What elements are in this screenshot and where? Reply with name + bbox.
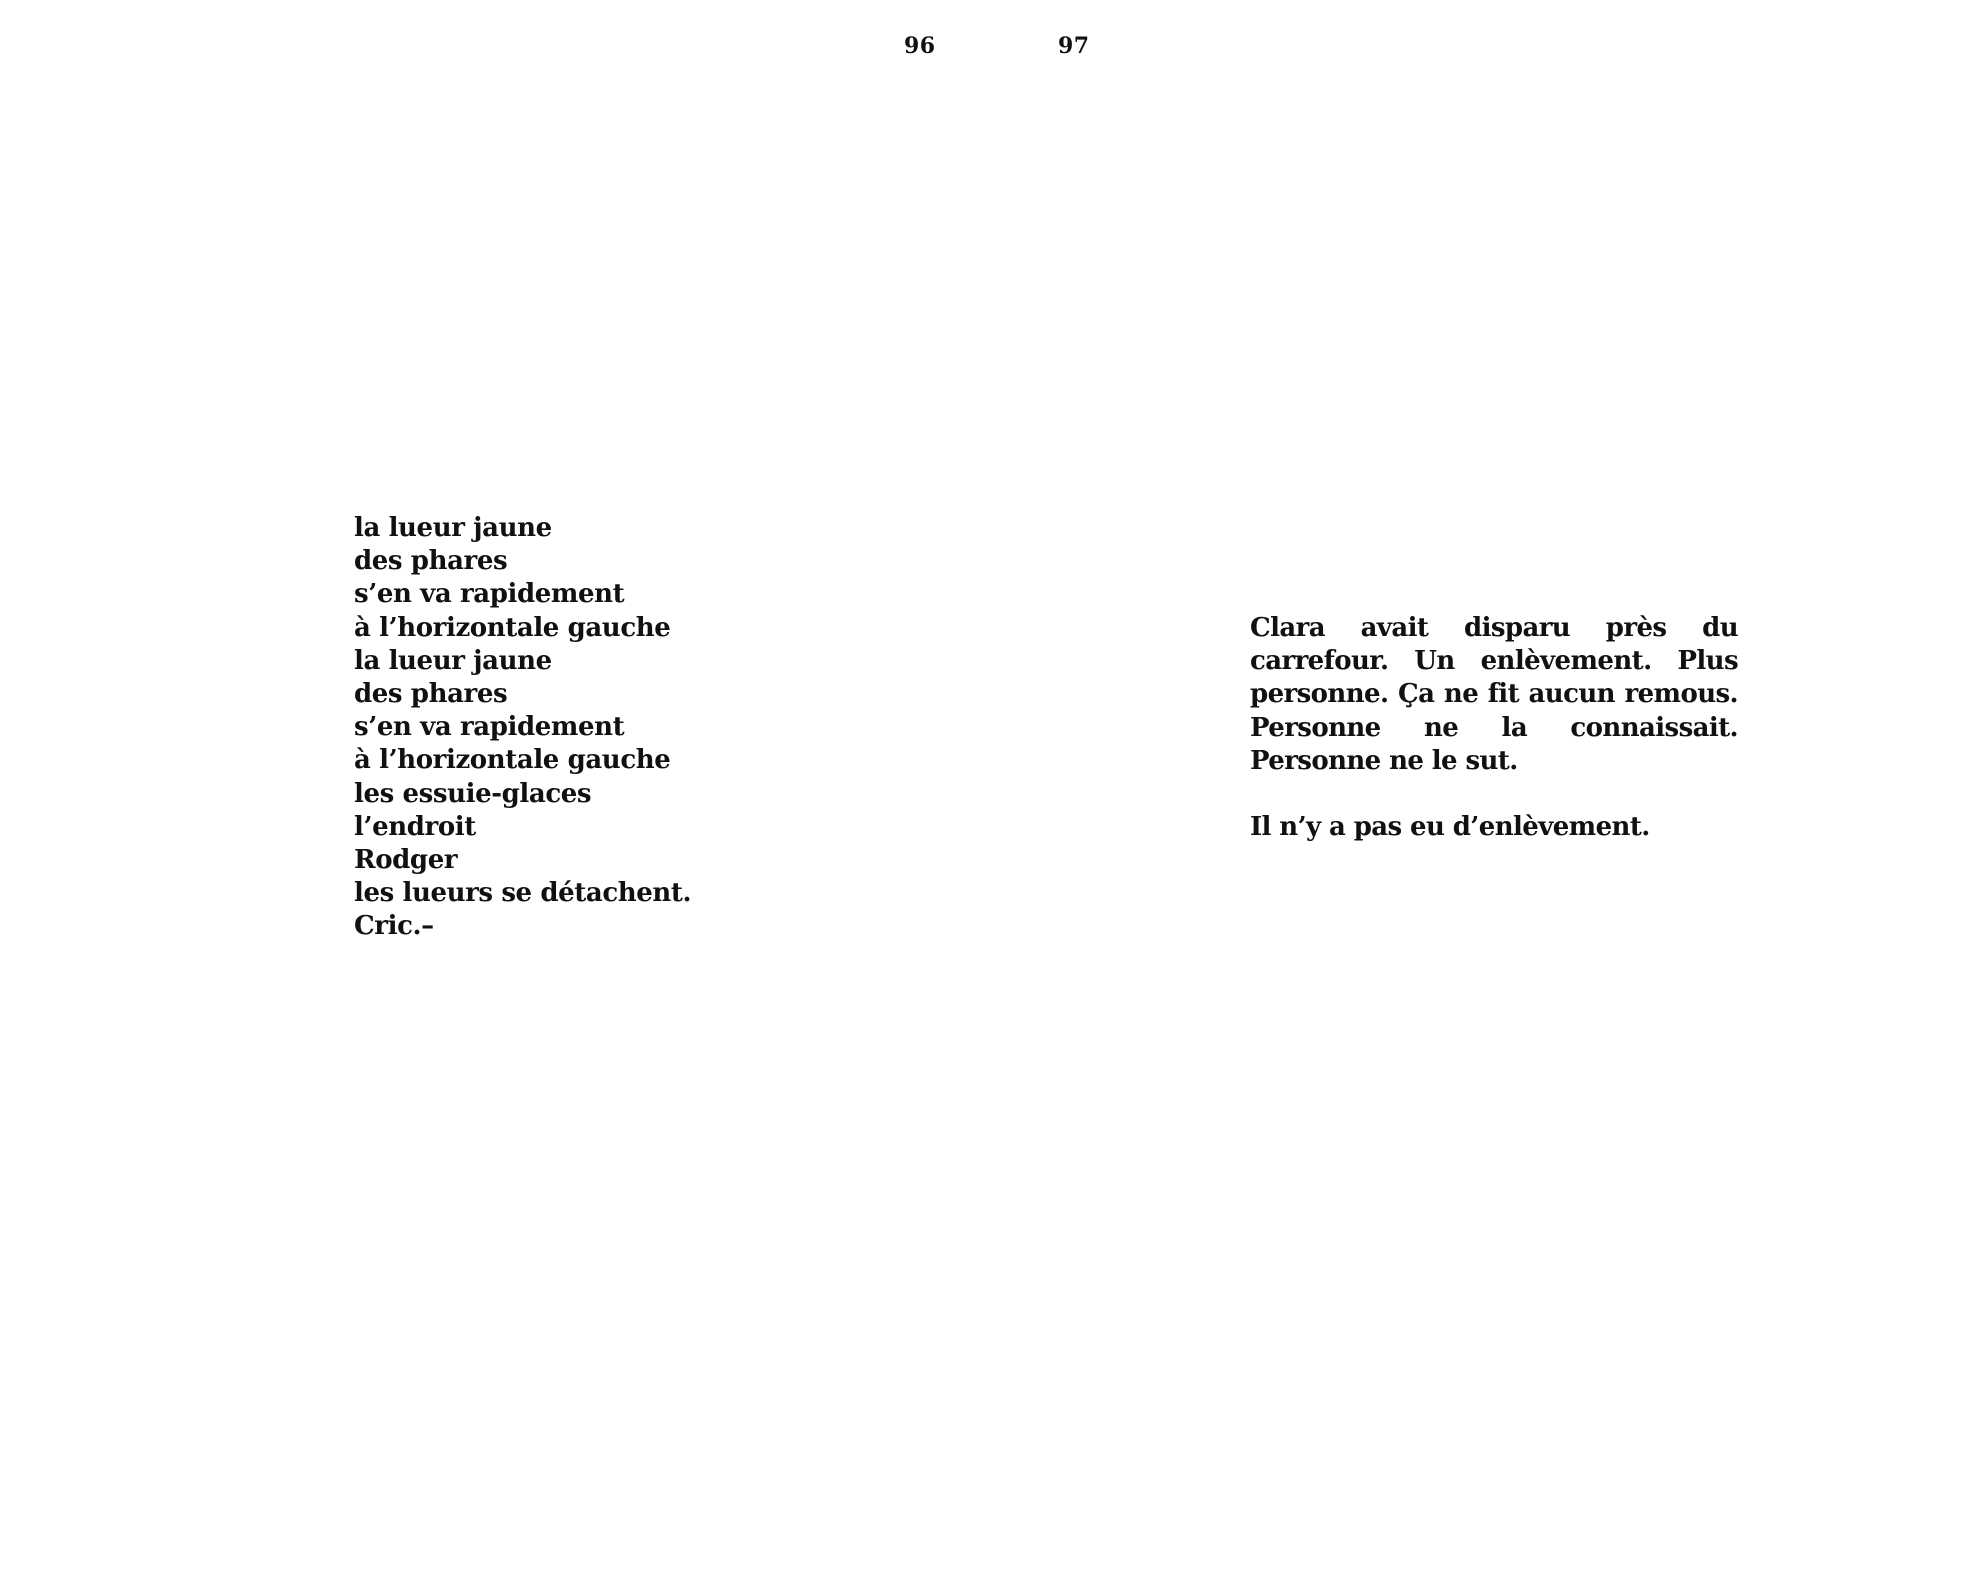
prose-block xyxy=(1250,612,1738,844)
poem-line: des phares xyxy=(354,546,508,577)
poem-line: Cric.– xyxy=(354,911,434,942)
poem-line: les lueurs se détachent. xyxy=(354,878,692,909)
prose-paragraph: Il n’y a pas eu d’enlèvement. xyxy=(1250,812,1650,843)
poem-line: la lueur jaune xyxy=(354,513,552,543)
poem-line: à l’horizontale gauche xyxy=(354,745,671,776)
poem-line: la lueur jaune xyxy=(354,645,552,676)
poem-line: les essuie-glaces xyxy=(354,778,592,809)
poem-block xyxy=(354,512,874,944)
poem-line: à l’horizontale gauche xyxy=(354,612,671,643)
page-number-right: 97 xyxy=(1058,33,1090,59)
page-number-left: 96 xyxy=(904,33,936,59)
poem-line: l’endroit xyxy=(354,811,476,842)
poem-line: Rodger xyxy=(354,845,458,876)
poem-line: s’en va rapidement xyxy=(354,712,625,743)
prose-paragraph: Clara avait disparu près du carrefour. Un enlèvement. Plus personne. Ça ne fit aucun remous. Personne ne la connaissait. Personne ne le sut. xyxy=(1250,613,1738,776)
poem-line: s’en va rapidement xyxy=(354,579,625,610)
poem-line: des phares xyxy=(354,679,508,710)
